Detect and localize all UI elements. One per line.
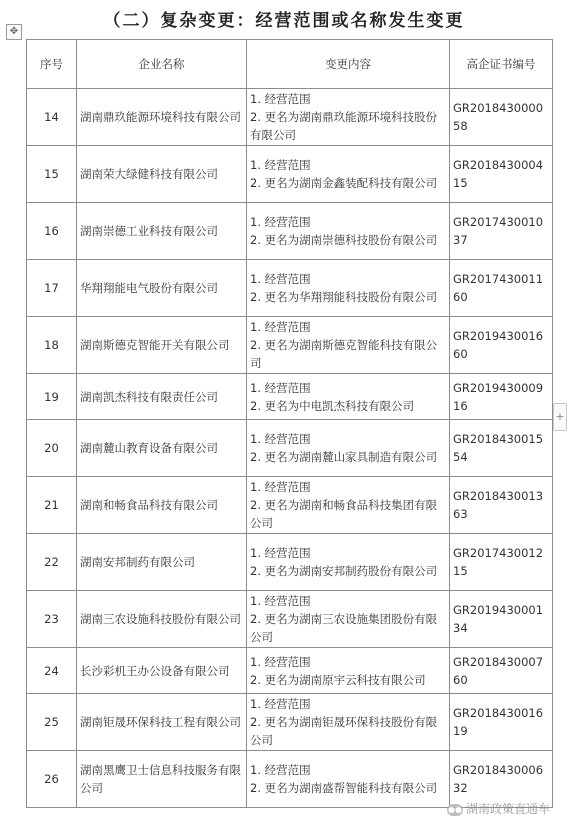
change-content — [247, 477, 450, 534]
cert-number: GR201743001215 — [450, 534, 553, 591]
table-row — [27, 89, 553, 146]
company-name: 湖南钜晟环保科技工程有限公司 — [77, 694, 247, 751]
row-number: 19 — [27, 374, 77, 420]
cert-number: GR201743001160 — [450, 260, 553, 317]
change-item-rename: 2. 更名为湖南安邦制药股份有限公司 — [250, 564, 438, 578]
row-number: 25 — [27, 694, 77, 751]
row-number: 15 — [27, 146, 77, 203]
change-item-rename: 2. 更名为湖南三农设施集团股份有限公司 — [250, 612, 438, 644]
header-change-content: 变更内容 — [247, 40, 450, 89]
change-item-scope: 1. 经营范围 — [250, 380, 311, 395]
change-content — [247, 317, 450, 374]
change-item-rename: 2. 更名为华翔翔能科技股份有限公司 — [250, 290, 438, 304]
row-number: 14 — [27, 89, 77, 146]
change-content — [247, 534, 450, 591]
header-company-name: 企业名称 — [77, 40, 247, 89]
section-title: （二）复杂变更：经营范围或名称发生变更 — [103, 11, 465, 31]
cert-number: GR201843001554 — [450, 420, 553, 477]
header-cert-number: 高企证书编号 — [450, 40, 553, 89]
table-row — [27, 694, 553, 751]
change-item-rename: 2. 更名为湖南盛帮智能科技有限公司 — [250, 781, 438, 795]
row-number: 26 — [27, 751, 77, 808]
change-item-rename: 2. 更名为湖南麓山家具制造有限公司 — [250, 450, 438, 464]
row-number: 22 — [27, 534, 77, 591]
change-content — [247, 648, 450, 694]
change-content — [247, 420, 450, 477]
cert-number: GR201943001660 — [450, 317, 553, 374]
cert-number: GR201843001363 — [450, 477, 553, 534]
change-content — [247, 89, 450, 146]
change-item-scope: 1. 经营范围 — [250, 215, 311, 229]
company-name: 湖南凯杰科技有限责任公司 — [77, 374, 247, 420]
table-row — [27, 534, 553, 591]
cert-number: GR201743001037 — [450, 203, 553, 260]
watermark-text: 湖南政策直通车 — [465, 802, 550, 816]
table-row — [27, 648, 553, 694]
change-table — [26, 39, 553, 808]
change-item-scope: 1. 经营范围 — [250, 432, 311, 446]
table-row — [27, 203, 553, 260]
change-content — [247, 694, 450, 751]
company-name: 湖南崇德工业科技有限公司 — [77, 203, 247, 260]
company-name: 华翔翔能电气股份有限公司 — [77, 260, 247, 317]
change-item-scope: 1. 经营范围 — [250, 480, 311, 494]
table-row — [27, 751, 553, 808]
company-name: 湖南斯德克智能开关有限公司 — [77, 317, 247, 374]
row-number: 21 — [27, 477, 77, 534]
cert-number: GR201843000058 — [450, 89, 553, 146]
side-handle-icon[interactable]: + — [553, 403, 567, 431]
change-item-rename: 2. 更名为湖南斯德克智能科技有限公司 — [250, 338, 438, 370]
company-name: 湖南麓山教育设备有限公司 — [77, 420, 247, 477]
change-item-rename: 2. 更名为湖南鼎玖能源环境科技股份有限公司 — [250, 110, 438, 142]
change-item-scope: 1. 经营范围 — [250, 272, 311, 286]
row-number: 18 — [27, 317, 77, 374]
row-number: 24 — [27, 648, 77, 694]
change-item-scope: 1. 经营范围 — [250, 158, 311, 172]
change-item-rename: 2. 更名为湖南钜晟环保科技股份有限公司 — [250, 715, 438, 747]
table-row — [27, 374, 553, 420]
change-content — [247, 203, 450, 260]
company-name: 湖南安邦制药有限公司 — [77, 534, 247, 591]
cert-number: GR201943000134 — [450, 591, 553, 648]
cert-number: GR201843000760 — [450, 648, 553, 694]
change-item-scope: 1. 经营范围 — [250, 594, 311, 608]
change-content — [247, 146, 450, 203]
change-item-rename: 2. 更名为湖南原宇云科技有限公司 — [250, 672, 426, 687]
table-row — [27, 420, 553, 477]
change-item-scope: 1. 经营范围 — [250, 92, 311, 106]
cert-number: GR201843000415 — [450, 146, 553, 203]
wechat-icon: ●● — [448, 804, 462, 814]
table-row — [27, 317, 553, 374]
row-number: 23 — [27, 591, 77, 648]
change-item-scope: 1. 经营范围 — [250, 654, 311, 669]
table-row — [27, 260, 553, 317]
cert-number: GR201843001619 — [450, 694, 553, 751]
company-name: 湖南三农设施科技股份有限公司 — [77, 591, 247, 648]
table-header-row — [27, 40, 553, 89]
change-content — [247, 260, 450, 317]
change-item-scope: 1. 经营范围 — [250, 697, 311, 711]
company-name: 湖南荣大绿健科技有限公司 — [77, 146, 247, 203]
change-content — [247, 751, 450, 808]
table-row — [27, 477, 553, 534]
header-no: 序号 — [27, 40, 77, 89]
company-name: 湖南鼎玖能源环境科技有限公司 — [77, 89, 247, 146]
change-item-scope: 1. 经营范围 — [250, 546, 311, 560]
change-content — [247, 591, 450, 648]
change-item-rename: 2. 更名为中电凯杰科技有限公司 — [250, 398, 415, 413]
company-name: 湖南黑鹰卫士信息科技服务有限公司 — [77, 751, 247, 808]
change-content — [247, 374, 450, 420]
change-item-scope: 1. 经营范围 — [250, 763, 311, 777]
change-item-rename: 2. 更名为湖南金鑫装配科技有限公司 — [250, 176, 438, 190]
change-item-scope: 1. 经营范围 — [250, 320, 311, 334]
watermark — [447, 800, 550, 817]
row-number: 20 — [27, 420, 77, 477]
company-name: 长沙彩机王办公设备有限公司 — [77, 648, 247, 694]
cert-number: GR201943000916 — [450, 374, 553, 420]
change-item-rename: 2. 更名为湖南崇德科技股份有限公司 — [250, 233, 438, 247]
move-cross-icon[interactable]: ✥ — [6, 24, 22, 40]
row-number: 17 — [27, 260, 77, 317]
table-row — [27, 146, 553, 203]
row-number: 16 — [27, 203, 77, 260]
change-item-rename: 2. 更名为湖南和畅食品科技集团有限公司 — [250, 498, 438, 530]
cert-number: GR201843000632 — [450, 751, 553, 808]
table-row — [27, 591, 553, 648]
company-name: 湖南和畅食品科技有限公司 — [77, 477, 247, 534]
